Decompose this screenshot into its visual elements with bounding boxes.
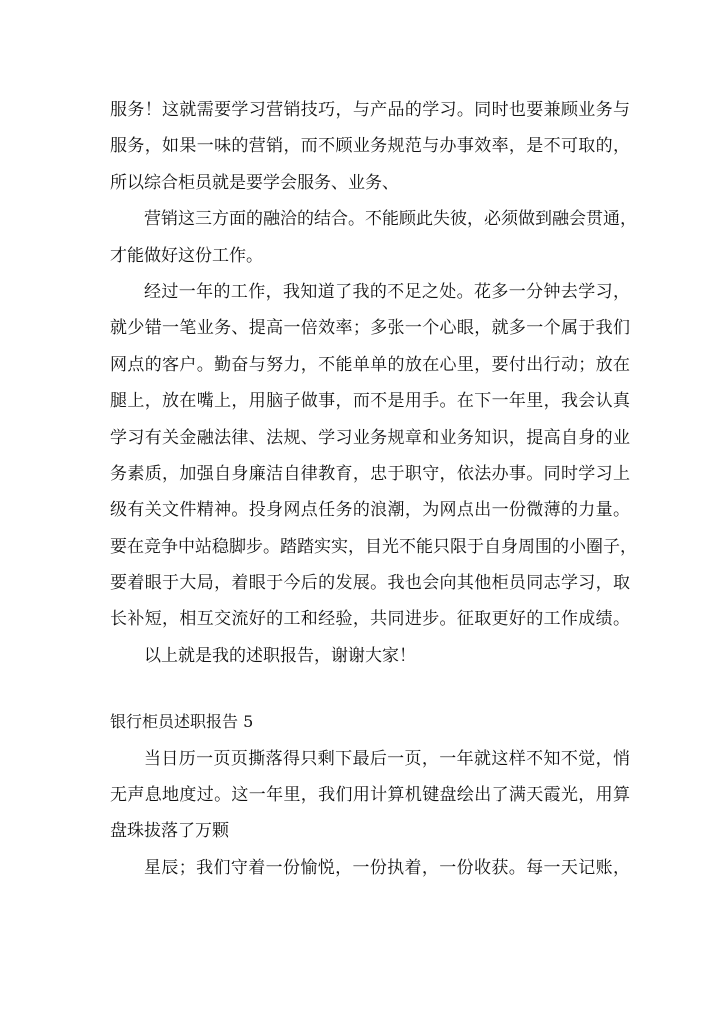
paragraph-3: [110, 274, 637, 638]
text-line: 长补短，相互交流好的工和经验，共同进步。征取更好的工作成绩。: [110, 609, 630, 630]
section-gap: [110, 674, 630, 704]
text-line: 要在竞争中站稳脚步。踏踏实实，目光不能只限于自身周围的小圈子，: [110, 536, 637, 557]
text-line: 学习有关金融法律、法规、学习业务规章和业务知识，提高自身的业: [110, 427, 630, 448]
paragraph-6: [110, 850, 630, 886]
text-line: 就少错一笔业务、提高一倍效率；多张一个心眼，就多一个属于我们: [110, 318, 630, 339]
text-line: 无声息地度过。这一年里，我们用计算机键盘绘出了满天霞光，用算: [110, 785, 630, 806]
paragraph-1: [110, 92, 630, 201]
text-line: 级有关文件精神。投身网点任务的浪潮，为网点出一份微薄的力量。: [110, 500, 630, 521]
text-line: 所以综合柜员就是要学会服务、业务、: [110, 172, 399, 193]
paragraph-5: [110, 741, 630, 850]
text-line: 当日历一页页撕落得只剩下最后一页，一年就这样不知不觉，悄: [144, 748, 630, 769]
text-line: 星辰；我们守着一份愉悦，一份执着，一份收获。每一天记账，: [144, 857, 630, 878]
text-line: 务素质，加强自身廉洁自律教育，忠于职守，依法办事。同时学习上: [110, 463, 630, 484]
paragraph-2: [110, 201, 637, 274]
section-heading: 银行柜员述职报告 5: [110, 712, 254, 732]
paragraph-4: [110, 638, 630, 674]
text-line: 营销这三方面的融洽的结合。不能顾此失彼，必须做到融会贯通，: [144, 209, 637, 230]
document-page: [110, 92, 637, 886]
text-line: 经过一年的工作，我知道了我的不足之处。花多一分钟去学习，: [144, 281, 630, 302]
text-line: 网点的客户。勤奋与努力，不能单单的放在心里，要付出行动；放在: [110, 354, 630, 375]
text-line: 以上就是我的述职报告，谢谢大家！: [144, 645, 416, 666]
text-line: 腿上，放在嘴上，用脑子做事，而不是用手。在下一年里，我会认真: [110, 391, 630, 412]
text-line: 要着眼于大局，着眼于今后的发展。我也会向其他柜员同志学习，取: [110, 573, 630, 594]
text-line: 服务，如果一味的营销，而不顾业务规范与办事效率，是不可取的，: [110, 136, 630, 157]
text-line: 才能做好这份工作。: [110, 245, 263, 266]
text-line: 服务！这就需要学习营销技巧，与产品的学习。同时也要兼顾业务与: [110, 100, 630, 120]
text-line: 盘珠拔落了万颗: [110, 821, 229, 842]
